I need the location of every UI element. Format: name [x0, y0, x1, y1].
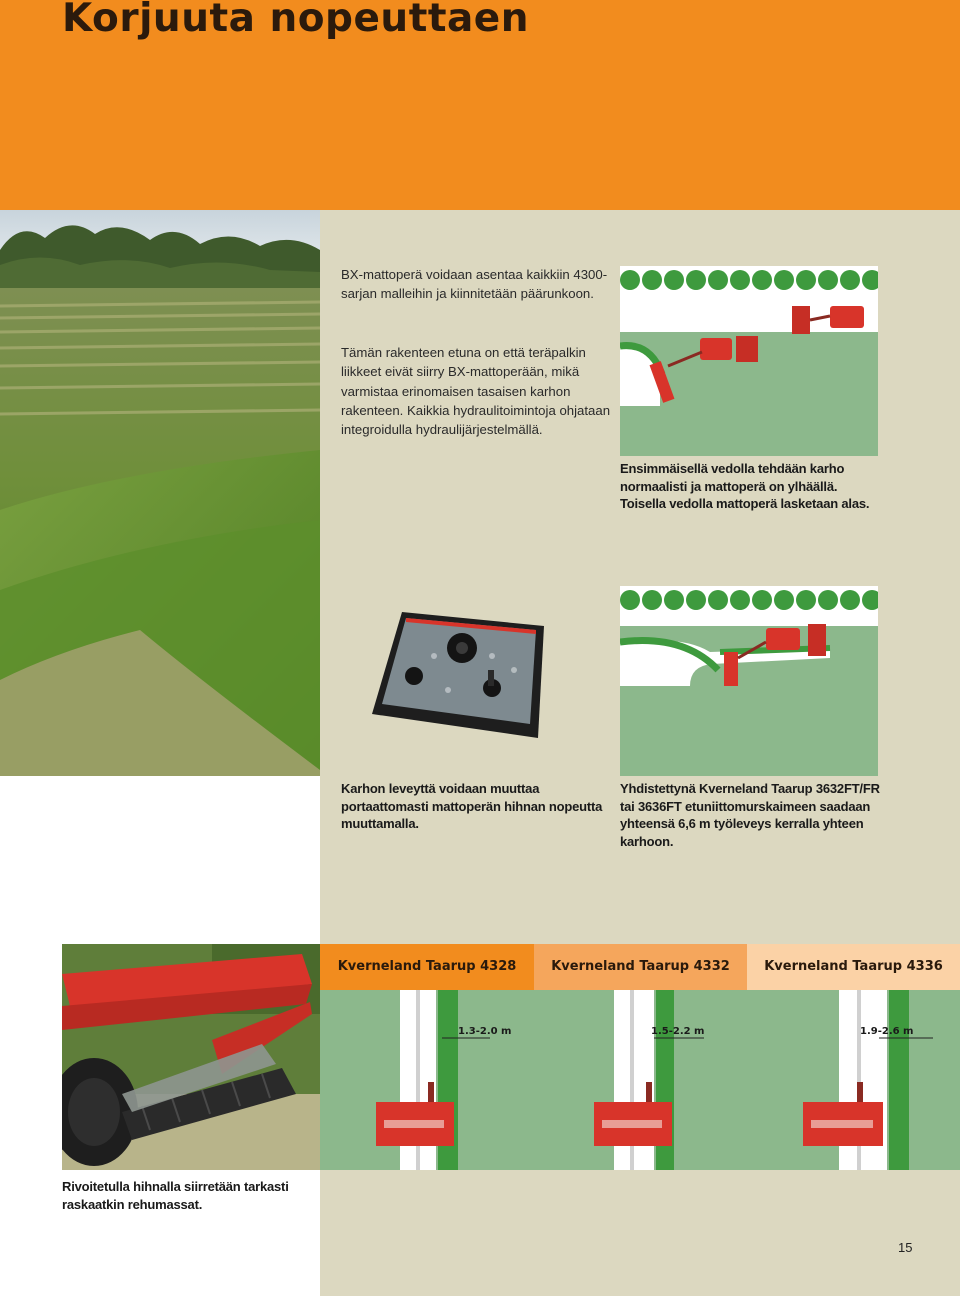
- model-header-4336: Kverneland Taarup 4336: [747, 944, 960, 990]
- diagram-two-pass: [620, 266, 878, 456]
- width-label-4328: 1.3-2.0 m: [458, 1026, 512, 1037]
- swath-diagram-4328: [320, 990, 534, 1170]
- diagram-combination: [620, 586, 878, 776]
- swath-diagram-4336: [747, 990, 960, 1170]
- page-number: 15: [898, 1240, 913, 1255]
- model-header-4332: Kverneland Taarup 4332: [534, 944, 747, 990]
- intro-paragraph-2: Tämän rakenteen etuna on että teräpalkin liikkeet eivät siirry BX-mattoperään, mikä varmistaa erinomaisen tasaisen karhon rakenteen. Kaikkia hydraulitoimintoja ohjataan integroidulla hydraulijärjestelmällä.: [341, 345, 611, 438]
- width-label-4332: 1.5-2.2 m: [651, 1026, 705, 1037]
- control-box-image: [368, 610, 552, 744]
- belt-photo: [62, 944, 320, 1170]
- caption-control-box: Karhon leveyttä voidaan muuttaa portaattomasti mattoperän hihnan nopeutta muuttamalla.: [341, 781, 603, 831]
- caption-diagram-bottom: Yhdistettynä Kverneland Taarup 3632FT/FR tai 3636FT etuniittomurskaimeen saadaan yhteensä 6,6 m työleveys kerralla yhteen karhoon.: [620, 781, 880, 849]
- field-photo: [0, 210, 320, 776]
- page-title: Korjuuta nopeuttaen: [62, 0, 530, 41]
- caption-diagram-top: Ensimmäisellä vedolla tehdään karho normaalisti ja mattoperä on ylhäällä. Toisella vedolla mattoperä lasketaan alas.: [620, 461, 870, 511]
- swath-diagram-4332: [534, 990, 747, 1170]
- caption-belt-photo: Rivoitetulla hihnalla siirretään tarkasti raskaatkin rehumassat.: [62, 1179, 289, 1212]
- model-header-4328: Kverneland Taarup 4328: [320, 944, 534, 990]
- header-band: [0, 0, 960, 210]
- width-label-4336: 1.9-2.6 m: [860, 1026, 914, 1037]
- intro-paragraph-1: BX-mattoperä voidaan asentaa kaikkiin 4300-sarjan malleihin ja kiinnitetään päärunkoon.: [341, 267, 608, 302]
